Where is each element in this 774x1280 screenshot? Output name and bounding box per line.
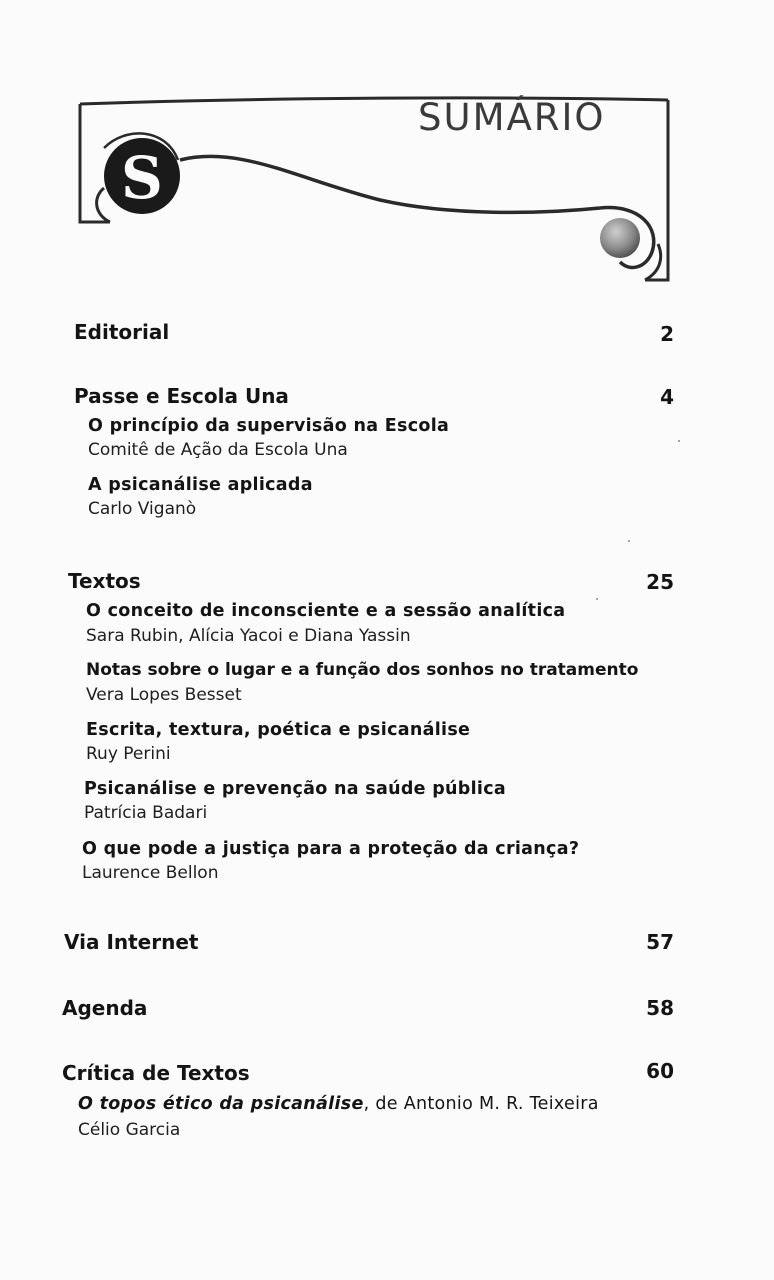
article-author: Carlo Viganò	[88, 499, 197, 519]
article-title-italic: O topos ético da psicanálise	[78, 1094, 364, 1114]
section-title: Passe e Escola Una	[74, 384, 289, 408]
section-title: Agenda	[62, 996, 148, 1020]
article-author: Patrícia Badari	[84, 803, 208, 823]
article-author: Ruy Perini	[86, 744, 171, 764]
article-title: O que pode a justiça para a proteção da criança?	[82, 839, 580, 859]
header	[0, 0, 774, 300]
page-title: SUMÁRIO	[418, 96, 606, 139]
article-title	[78, 1094, 599, 1114]
article-author: Sara Rubin, Alícia Yacoi e Diana Yassin	[86, 626, 411, 646]
section-page-number: 25	[646, 570, 674, 594]
section-title: Textos	[68, 569, 141, 593]
sphere-icon	[596, 214, 646, 264]
section-title: Via Internet	[64, 930, 199, 954]
article-author: Célio Garcia	[78, 1120, 181, 1140]
section-page-number: 58	[646, 996, 674, 1020]
scan-speck	[596, 598, 598, 600]
section-page-number: 4	[660, 385, 674, 409]
article-title-rest: , de Antonio M. R. Teixeira	[363, 1094, 599, 1114]
section-page-number: 57	[646, 930, 674, 954]
article-author: Laurence Bellon	[82, 863, 219, 883]
section-page-number: 60	[646, 1059, 674, 1083]
logo-s-icon	[86, 118, 206, 228]
section-title: Editorial	[74, 320, 170, 344]
article-title: O conceito de inconsciente e a sessão analítica	[86, 601, 566, 621]
article-title: O princípio da supervisão na Escola	[88, 416, 450, 436]
article-title: Psicanálise e prevenção na saúde pública	[84, 779, 507, 799]
logo-letter: S	[121, 144, 163, 212]
scan-speck	[628, 540, 630, 542]
article-author: Vera Lopes Besset	[86, 685, 242, 705]
scan-speck	[678, 440, 680, 442]
article-title: A psicanálise aplicada	[88, 475, 313, 495]
section-title: Crítica de Textos	[62, 1061, 250, 1085]
section-page-number: 2	[660, 322, 674, 346]
article-title: Escrita, textura, poética e psicanálise	[86, 720, 471, 740]
article-title: Notas sobre o lugar e a função dos sonhos no tratamento	[86, 660, 639, 680]
article-author: Comitê de Ação da Escola Una	[88, 440, 348, 460]
